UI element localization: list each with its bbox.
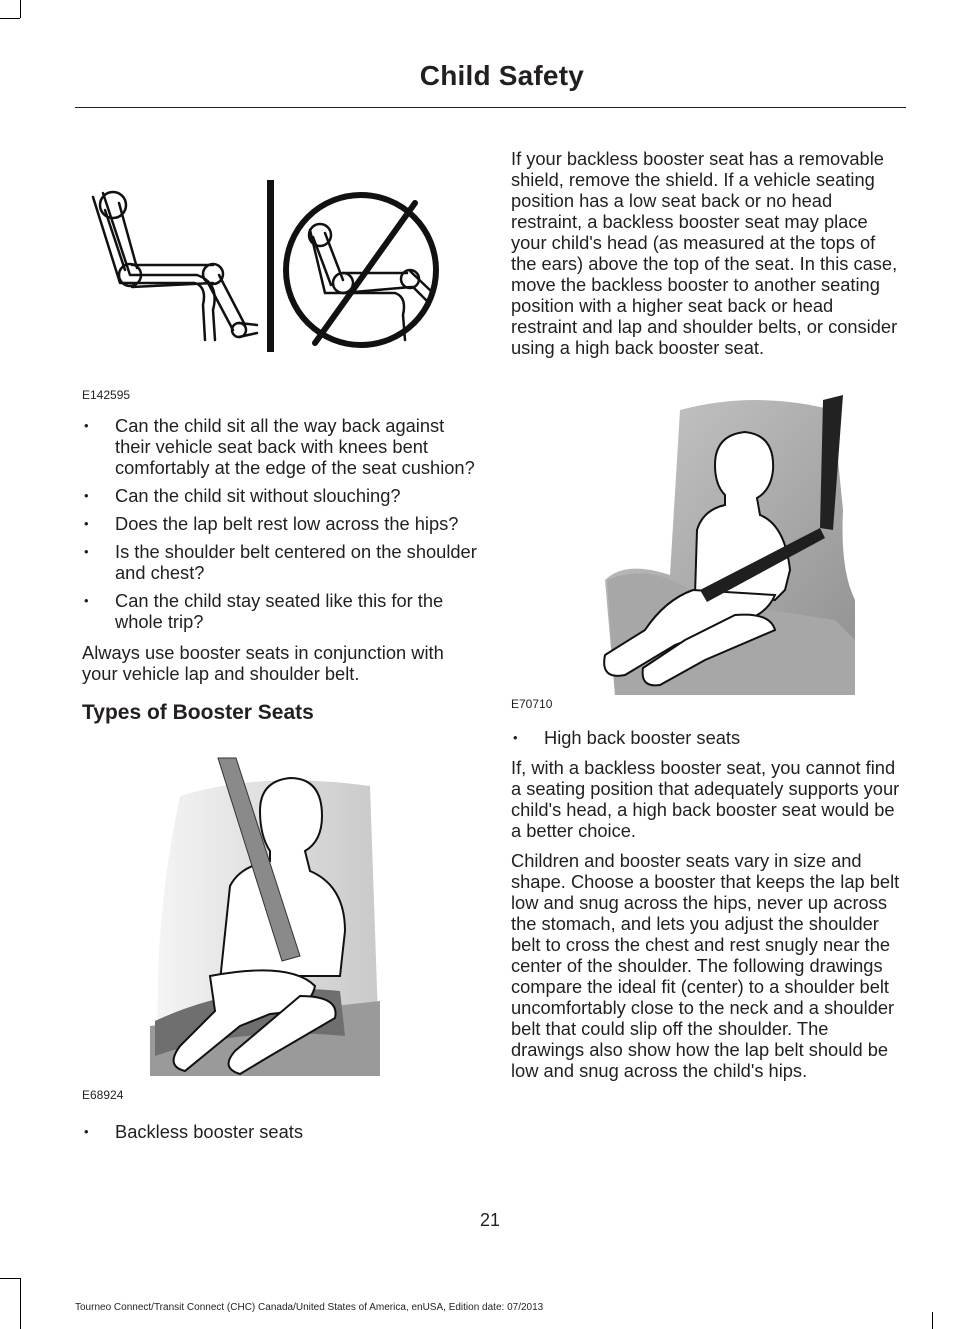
list-item: • High back booster seats: [511, 727, 904, 748]
crop-mark: [20, 1278, 21, 1329]
crop-mark: [932, 1312, 933, 1329]
checklist-item: • Can the child sit all the way back against their vehicle seat back with knees bent comfortably at the edge of the seat cushion?: [82, 415, 477, 478]
paragraph: If your backless booster seat has a removable shield, remove the shield. If a vehicle seating position has a low seat back or no head restraint, a backless booster seat may place your child's head (as measured at the tops of the ears) above the top of the seat. In this case, move the backless booster to another seating position with a higher seat back or head restraint and lap and shoulder belts, or consider using a high back booster seat.: [511, 148, 898, 358]
backless-booster-figure: [140, 756, 385, 1086]
crop-mark: [20, 0, 21, 18]
edition-footer: Tourneo Connect/Transit Connect (CHC) Canada/United States of America, enUSA, Edition date: 07/2013: [75, 1302, 544, 1313]
paragraph: Children and booster seats vary in size and shape. Choose a booster that keeps the lap belt low and snug across the hips, never up across the stomach, and lets you adjust the shoulder belt to cross the chest and rest snugly near the center of the shoulder. The following drawings compare the ideal fit (center) to a shoulder belt uncomfortably close to the neck and a shoulder belt that could slip off the shoulder. The drawings also show how the lap belt should be low and snug across the child's hips.: [511, 850, 900, 1081]
figure-code: E142595: [82, 388, 131, 402]
crop-mark: [0, 18, 20, 19]
checklist-item: • Does the lap belt rest low across the hips?: [82, 513, 477, 534]
checklist-item: • Can the child stay seated like this for the whole trip?: [82, 590, 477, 632]
page-number: 21: [479, 1210, 501, 1230]
section-heading: Types of Booster Seats: [82, 701, 314, 724]
figure-code: E70710: [511, 697, 553, 711]
list-item: • Backless booster seats: [82, 1121, 477, 1142]
page-title: Child Safety: [419, 60, 584, 91]
seat-posture-figure: [85, 175, 445, 355]
crop-mark: [0, 1278, 20, 1279]
high-back-booster-figure: [585, 390, 865, 700]
paragraph: If, with a backless booster seat, you cannot find a seating position that adequately supports your child's head, a high back booster seat would be a better choice.: [511, 757, 900, 841]
checklist-item: • Can the child sit without slouching?: [82, 485, 477, 506]
paragraph: Always use booster seats in conjunction with your vehicle lap and shoulder belt.: [82, 642, 444, 684]
checklist-item: • Is the shoulder belt centered on the shoulder and chest?: [82, 541, 477, 583]
header-rule: [75, 107, 906, 108]
figure-code: E68924: [82, 1088, 124, 1102]
